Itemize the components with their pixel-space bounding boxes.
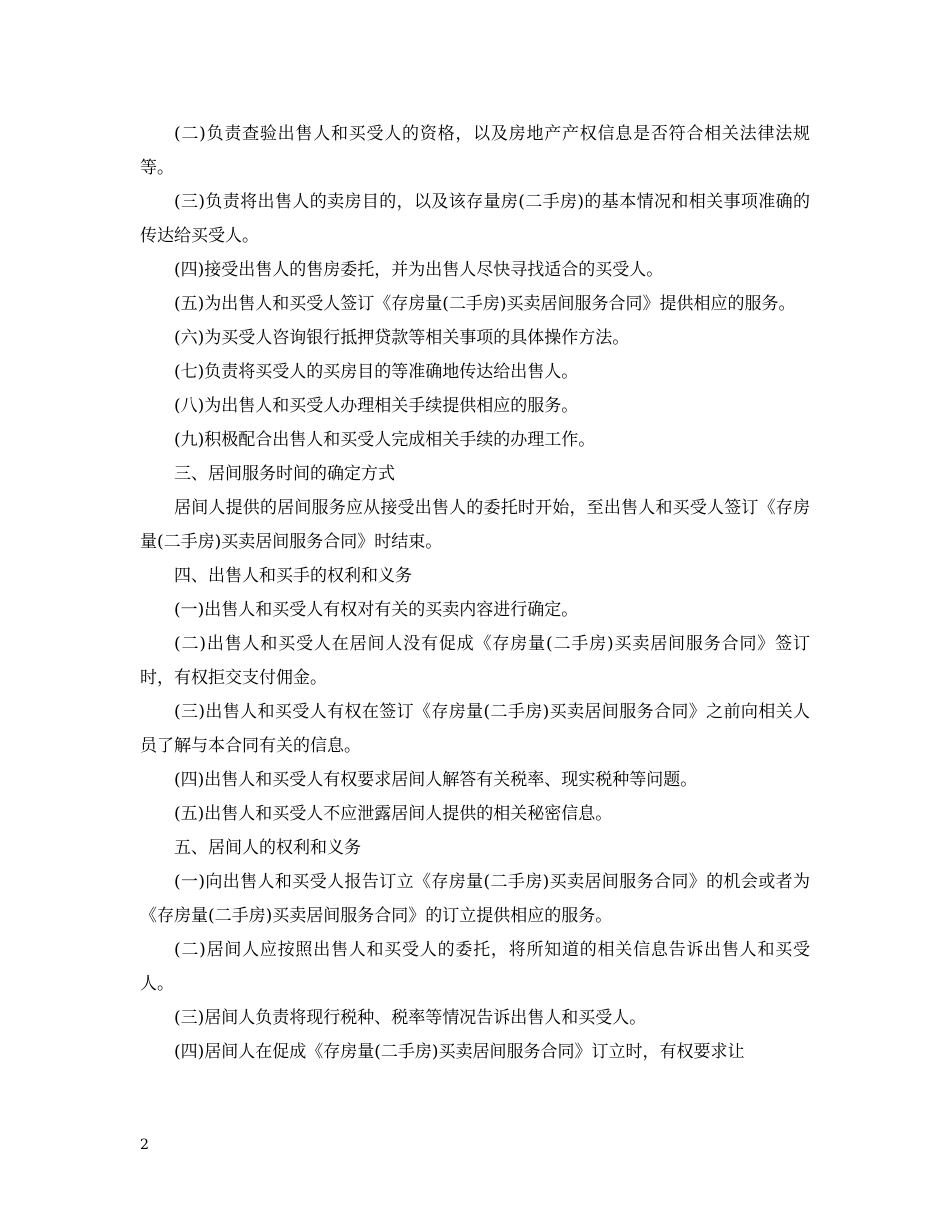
paragraph: (一)向出售人和买受人报告订立《存房量(二手房)买卖居间服务合同》的机会或者为《存房量(二手房)买卖居间服务合同》的订立提供相应的服务。 <box>140 872 810 926</box>
paragraph: (七)负责将买受人的买房目的等准确地传达给出售人。 <box>174 362 579 382</box>
paragraph: (二)居间人应按照出售人和买受人的委托，将所知道的相关信息告诉出售人和买受人。 <box>140 940 810 994</box>
paragraph: 居间人提供的居间服务应从接受出售人的委托时开始，至出售人和买受人签订《存房量(二手房)买卖居间服务合同》时结束。 <box>140 498 810 552</box>
paragraph: (五)出售人和买受人不应泄露居间人提供的相关秘密信息。 <box>174 804 613 824</box>
paragraph: (六)为买受人咨询银行抵押贷款等相关事项的具体操作方法。 <box>174 328 630 348</box>
paragraph: (二)出售人和买受人在居间人没有促成《存房量(二手房)买卖居间服务合同》签订时，有权拒交支付佣金。 <box>140 634 810 688</box>
document-body <box>140 117 810 1069</box>
section-heading: 四、出售人和买手的权利和义务 <box>174 566 412 586</box>
paragraph: (四)居间人在促成《存房量(二手房)买卖居间服务合同》订立时，有权要求让 <box>174 1042 745 1062</box>
page-number: 2 <box>140 1137 149 1153</box>
paragraph: (五)为出售人和买受人签订《存房量(二手房)买卖居间服务合同》提供相应的服务。 <box>174 294 796 314</box>
paragraph: (一)出售人和买受人有权对有关的买卖内容进行确定。 <box>174 600 579 620</box>
section-heading: 三、居间服务时间的确定方式 <box>174 464 395 484</box>
paragraph: (三)出售人和买受人有权在签订《存房量(二手房)买卖居间服务合同》之前向相关人员了解与本合同有关的信息。 <box>140 702 810 756</box>
paragraph: (八)为出售人和买受人办理相关手续提供相应的服务。 <box>174 396 579 416</box>
paragraph: (三)居间人负责将现行税种、税率等情况告诉出售人和买受人。 <box>174 1008 647 1028</box>
paragraph: (九)积极配合出售人和买受人完成相关手续的办理工作。 <box>174 430 596 450</box>
paragraph: (二)负责查验出售人和买受人的资格，以及房地产产权信息是否符合相关法律法规等。 <box>140 124 810 178</box>
section-heading: 五、居间人的权利和义务 <box>174 838 361 858</box>
paragraph: (四)出售人和买受人有权要求居间人解答有关税率、现实税种等问题。 <box>174 770 698 790</box>
paragraph: (四)接受出售人的售房委托，并为出售人尽快寻找适合的买受人。 <box>174 260 664 280</box>
paragraph: (三)负责将出售人的卖房目的，以及该存量房(二手房)的基本情况和相关事项准确的传达给买受人。 <box>140 192 810 246</box>
